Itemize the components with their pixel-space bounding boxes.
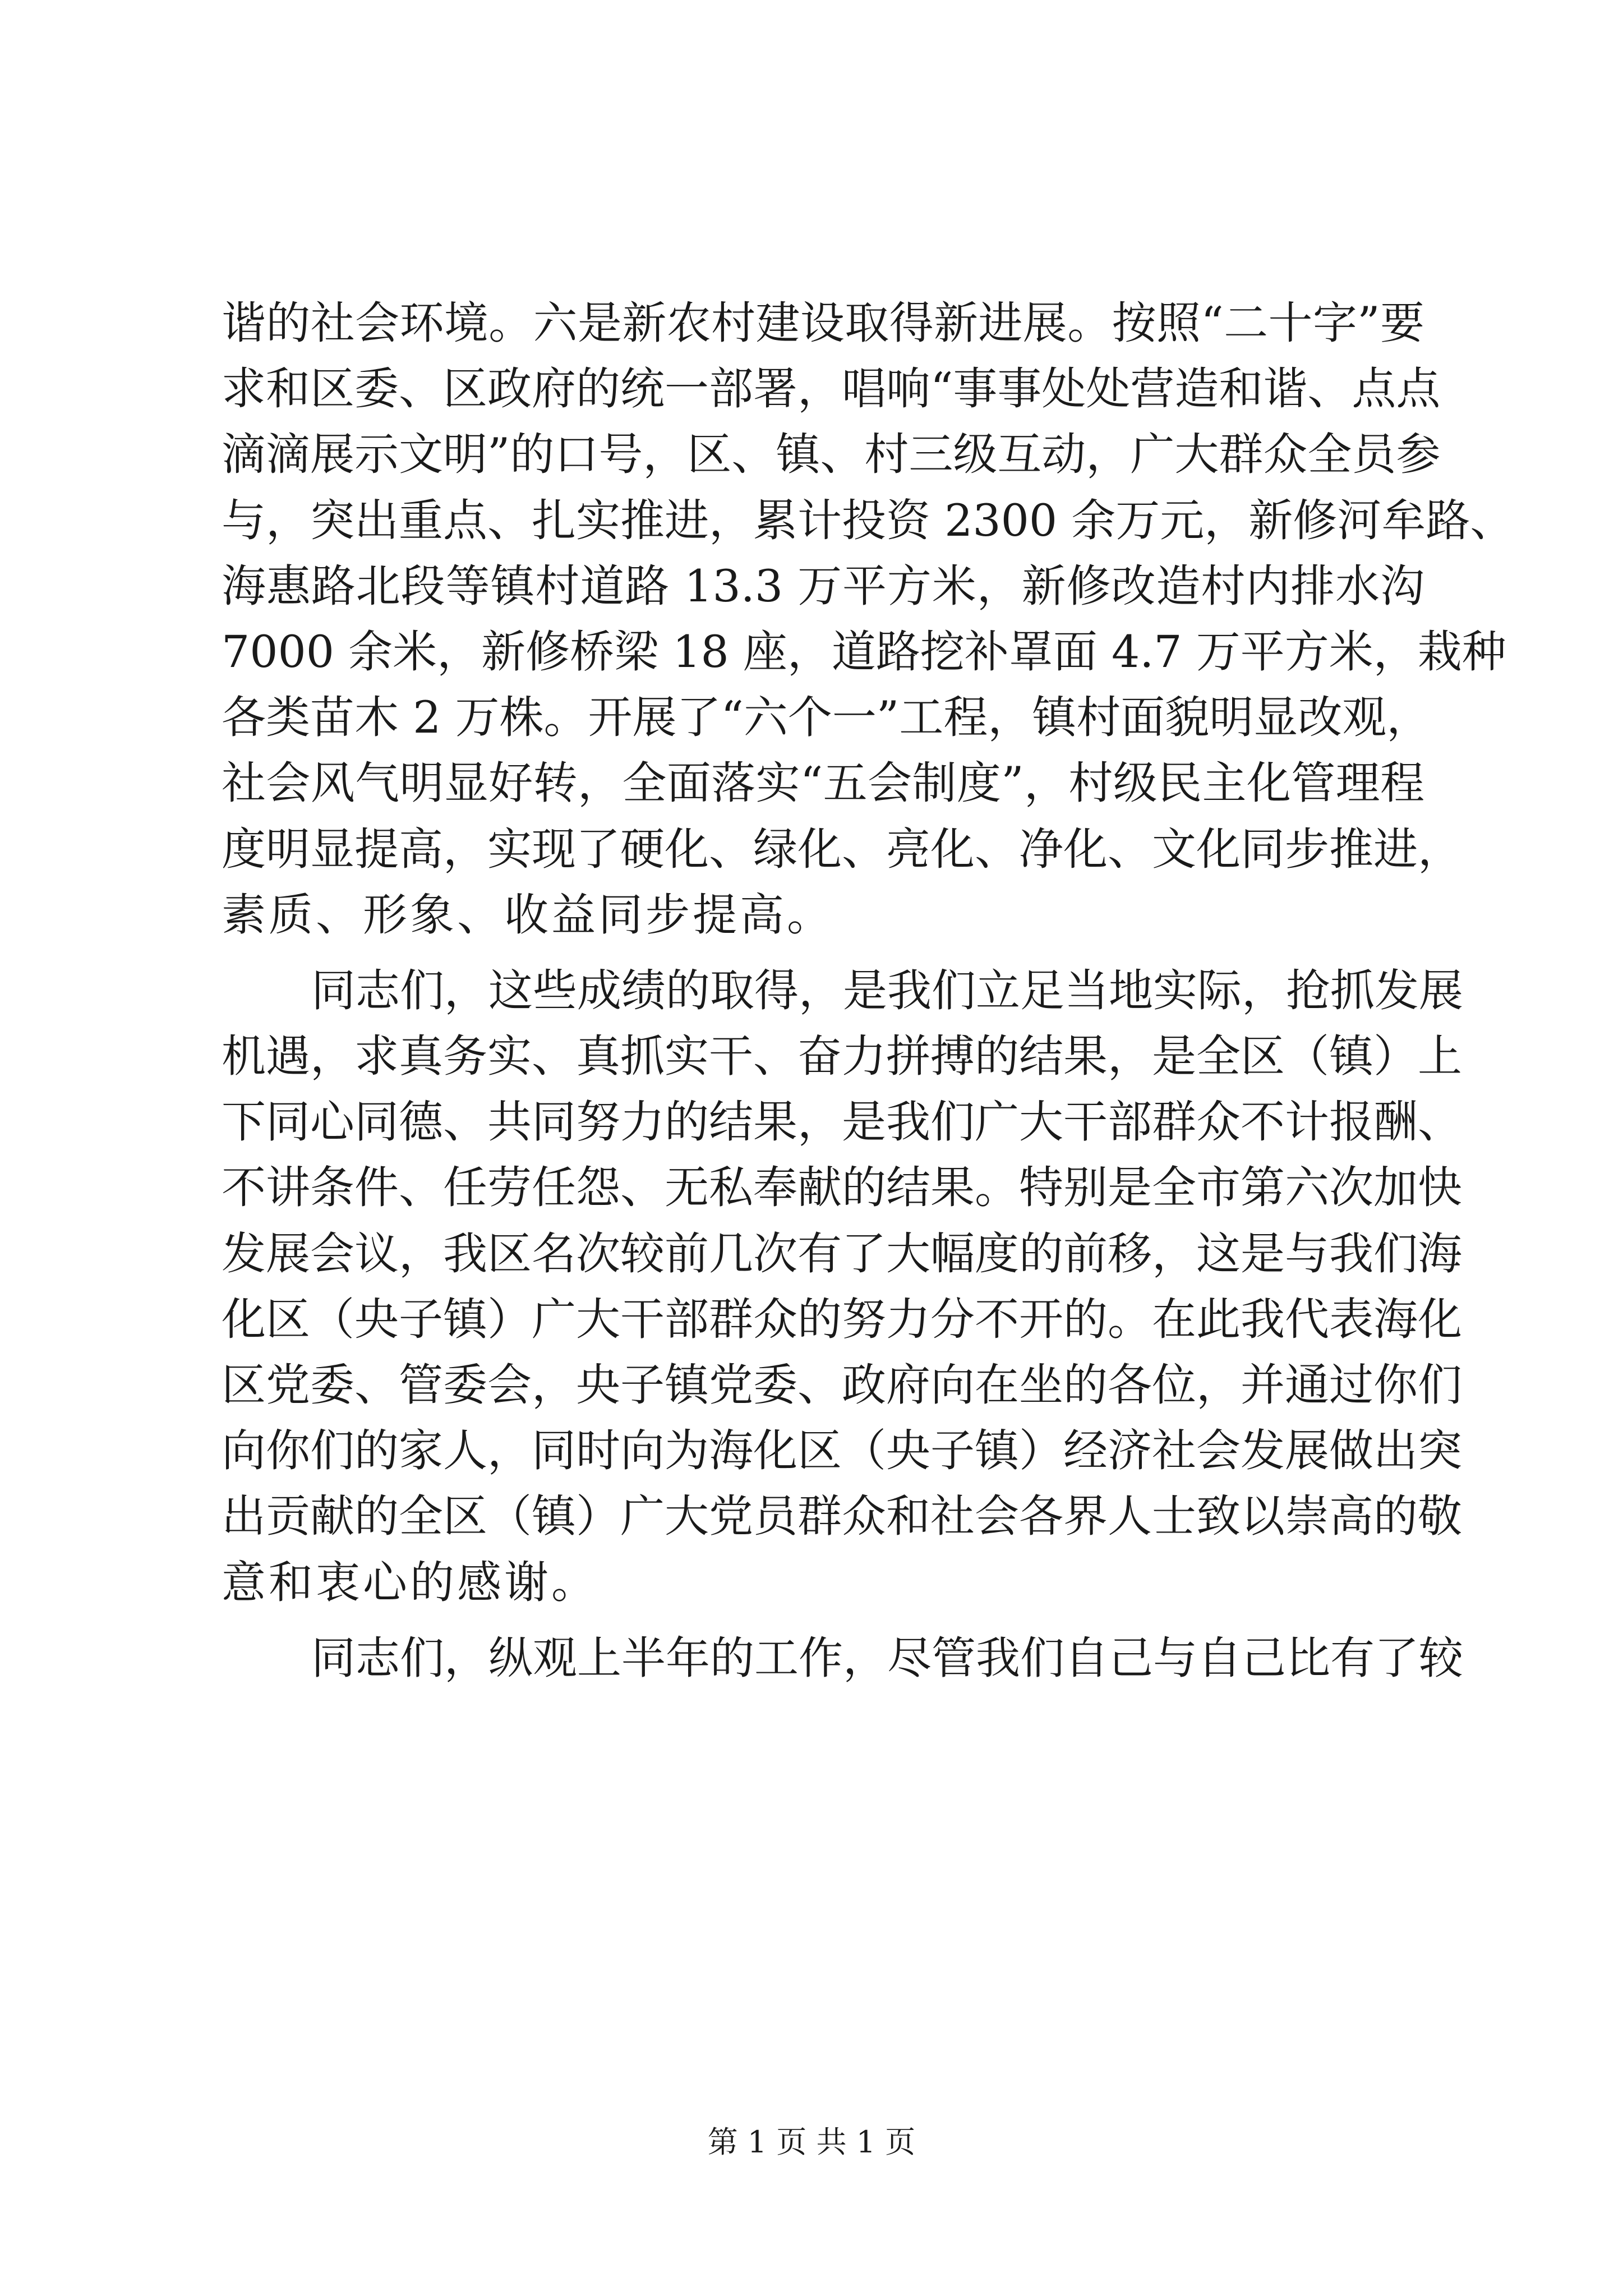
text-line: 谐的社会环境。六是新农村建设取得新进展。按照“二十字”要 <box>222 297 1424 349</box>
text-line: 不讲条件、任劳任怨、无私奉献的结果。特别是全市第六次加快 <box>222 1162 1462 1214</box>
page-footer: 第 1 页 共 1 页 <box>707 2124 916 2160</box>
paragraph-first-line: 同志们，纵观上半年的工作，尽管我们自己与自己比有了较 <box>311 1632 1463 1684</box>
text-line: 意和衷心的感谢。 <box>222 1556 598 1608</box>
text-line: 发展会议，我区名次较前几次有了大幅度的前移，这是与我们海 <box>222 1227 1462 1280</box>
text-line: 出贡献的全区（镇）广大党员群众和社会各界人士致以崇高的敬 <box>222 1490 1462 1543</box>
body-text <box>222 293 1515 1694</box>
paragraph-first-line: 同志们，这些成绩的取得，是我们立足当地实际，抢抓发展 <box>311 964 1463 1016</box>
text-line: 区党委、管委会，央子镇党委、政府向在坐的各位，并通过你们 <box>222 1359 1462 1411</box>
text-line: 社会风气明显好转，全面落实“五会制度”，村级民主化管理程 <box>222 757 1424 809</box>
text-line: 机遇，求真务实、真抓实干、奋力拼搏的结果，是全区（镇）上 <box>222 1030 1462 1083</box>
text-line: 7000 余米，新修桥梁 18 座，道路挖补罩面 4.7 万平方米，栽种 <box>222 625 1506 678</box>
text-line: 下同心同德、共同努力的结果，是我们广大干部群众不计报酬、 <box>222 1096 1462 1148</box>
text-line: 素质、形象、收益同步提高。 <box>222 889 834 941</box>
text-line: 求和区委、区政府的统一部署，唱响“事事处处营造和谐、点点 <box>222 363 1441 415</box>
text-line: 与，突出重点、扎实推进，累计投资 2300 余万元，新修河牟路、 <box>222 494 1515 546</box>
text-line: 度明显提高，实现了硬化、绿化、亮化、净化、文化同步推进， <box>222 823 1462 875</box>
text-line: 各类苗木 2 万株。开展了“六个一”工程，镇村面貌明显改观， <box>222 692 1431 744</box>
text-line: 滴滴展示文明”的口号，区、镇、村三级互动，广大群众全员参 <box>222 429 1441 481</box>
text-line: 化区（央子镇）广大干部群众的努力分不开的。在此我代表海化 <box>222 1293 1462 1345</box>
text-line: 海惠路北段等镇村道路 13.3 万平方米，新修改造村内排水沟 <box>222 560 1424 612</box>
text-line: 向你们的家人，同时向为海化区（央子镇）经济社会发展做出突 <box>222 1425 1462 1477</box>
